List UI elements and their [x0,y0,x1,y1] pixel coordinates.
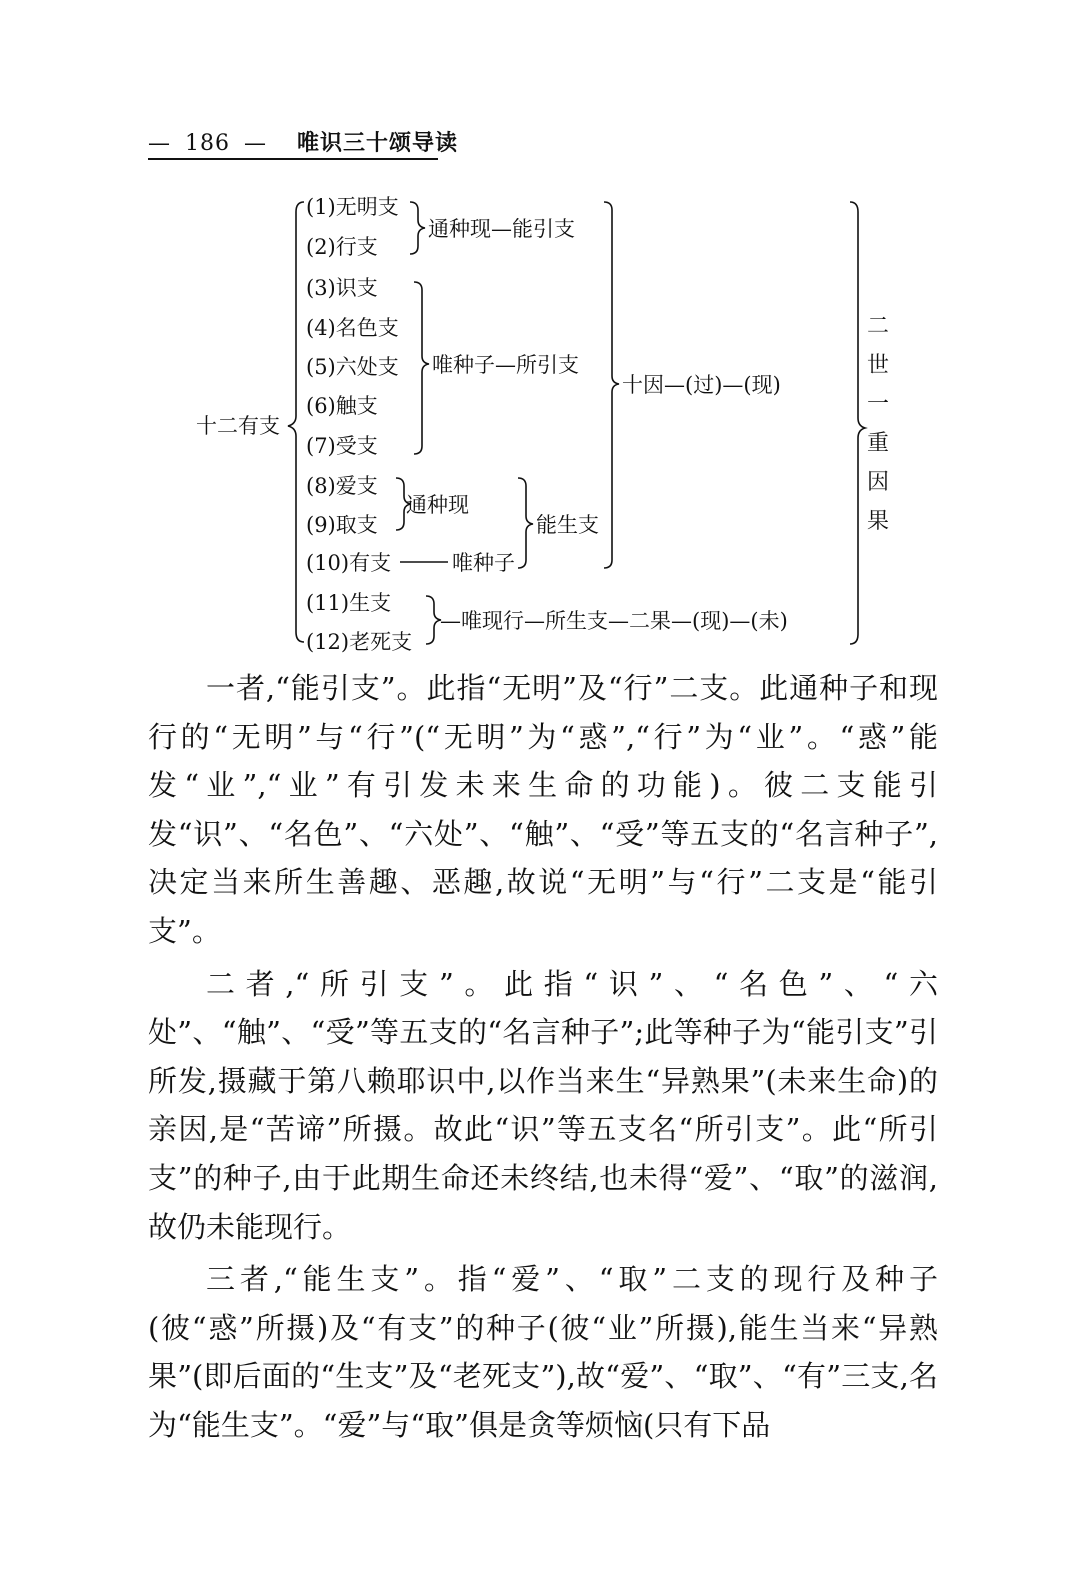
branch-12: (12)老死支 [306,630,413,654]
diagram-root: 十二有支 [196,414,280,438]
branch-6: (6)触支 [306,394,378,418]
group-tong-zhong-xian: 通种现 [406,493,469,517]
paragraph-2: 二者,“所引支”。此指“识”、“名色”、“六处”、“触”、“受”等五支的“名言种子”;此等种子为“能引支”引所发,摄藏于第八赖耶识中,以作当来生“异熟果”(未来生命)的亲因,是“苦谛”所摄。故此“识”等五支名“所引支”。此“所引支”的种子,由于此期生命还未终结,也未得“爱”、“取”的滋润,故仍未能现行。 [148,966,938,1244]
diagram-brackets [0,0,1080,680]
book-title: 唯识三十颂导读 [297,130,459,156]
header-dash-right: — [244,131,267,156]
vertical-label [866,316,890,550]
vertical-char-1: 二 [866,314,889,339]
branch-7: (7)受支 [306,434,378,458]
ten-causes: 十因—(过)—(现) [622,373,781,397]
brace-3-7 [414,282,429,454]
branch-5: (5)六处支 [306,355,399,379]
branch-2: (2)行支 [306,235,378,259]
branch-10: (10)有支 [306,551,392,575]
vertical-char-4: 重 [866,431,889,456]
body-text [148,664,938,1454]
brace-8-10 [518,478,533,568]
vertical-char-5: 因 [866,470,889,495]
branch-3: (3)识支 [306,276,378,300]
branch-4: (4)名色支 [306,316,399,340]
group-suo-yin: 唯种子—所引支 [432,353,579,377]
vertical-char-2: 世 [866,353,889,378]
root-brace [288,202,304,642]
branch-9: (9)取支 [306,513,378,537]
page-number: 186 [185,131,230,156]
brace-1-10 [604,202,619,568]
branch-11: (11)生支 [306,591,392,615]
brace-all [850,202,865,644]
twelve-links-diagram [0,0,1080,680]
branch-8: (8)爱支 [306,474,378,498]
two-fruits: —唯现行—所生支—二果—(现)—(未) [440,609,788,633]
group-neng-sheng: 能生支 [536,513,599,537]
brace-11-12 [426,596,441,644]
vertical-char-6: 果 [866,509,889,534]
group-wei-zhong-zi: 唯种子 [452,551,515,575]
paragraph-1: 一者,“能引支”。此指“无明”及“行”二支。此通种子和现行的“无明”与“行”(“无明”为“惑”,“行”为“业”。“惑”能发“业”,“业”有引发未来生命的功能)。彼二支能引发“识”、“名色”、“六处”、“触”、“受”等五支的“名言种子”,决定当来所生善趣、恶趣,故说“无明”与“行”二支是“能引支”。 [148,671,938,948]
vertical-char-3: 一 [866,392,889,417]
header-dash-left: — [148,131,171,156]
paragraph-3: 三者,“能生支”。指“爱”、“取”二支的现行及种子(彼“惑”所摄)及“有支”的种子(彼“业”所摄),能生当来“异熟果”(即后面的“生支”及“老死支”),故“爱”、“取”、“有”三支,名为“能生支”。“爱”与“取”俱是贪等烦恼(只有下品 [148,1262,938,1442]
brace-1-2 [410,202,425,254]
branch-1: (1)无明支 [306,195,399,219]
group-neng-yin: 通种现—能引支 [428,217,575,241]
